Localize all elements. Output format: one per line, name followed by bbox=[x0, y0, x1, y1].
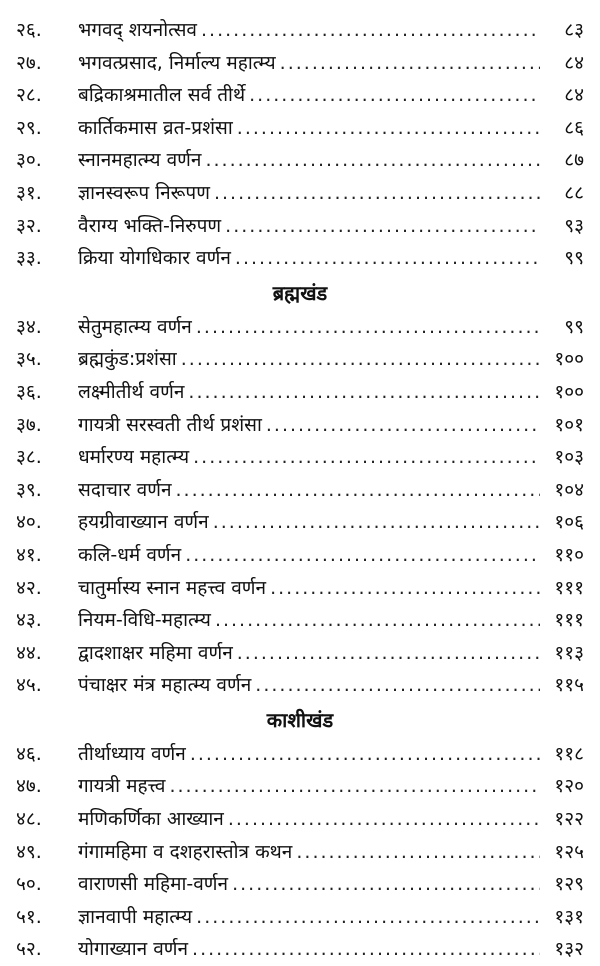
leader-dots bbox=[190, 738, 540, 771]
entry-page: १२९ bbox=[554, 873, 584, 896]
entry-page: ८३ bbox=[564, 19, 584, 41]
entry-page: १२० bbox=[554, 775, 584, 798]
entry-title: वाराणसी महिमा-वर्णन bbox=[78, 873, 229, 896]
entry-page: ८८ bbox=[564, 181, 584, 204]
entry-number: ३६. bbox=[16, 380, 42, 403]
entry-number: ३४. bbox=[16, 315, 42, 338]
leader-dots bbox=[213, 506, 540, 539]
entry-number: ३३. bbox=[16, 247, 42, 270]
leader-dots bbox=[235, 242, 540, 275]
leader-dots bbox=[225, 210, 540, 243]
entry-title: योगाख्यान वर्णन bbox=[78, 938, 189, 961]
entry-page: १११ bbox=[554, 609, 584, 632]
entry-title: मणिकर्णिका आख्यान bbox=[78, 808, 224, 831]
toc-entry bbox=[16, 868, 584, 901]
entry-number: ४१. bbox=[16, 543, 42, 566]
entry-title: सदाचार वर्णन bbox=[78, 478, 172, 501]
toc-entry bbox=[16, 409, 584, 442]
entry-page: ११५ bbox=[554, 674, 584, 697]
toc-entry bbox=[16, 637, 584, 670]
toc-entry bbox=[16, 506, 584, 539]
entry-number: ४९. bbox=[16, 840, 42, 863]
entry-title: सेतुमहात्म्य वर्णन bbox=[78, 315, 192, 338]
entry-page: ८७ bbox=[564, 149, 584, 172]
leader-dots bbox=[192, 933, 540, 966]
leader-dots bbox=[188, 376, 540, 409]
leader-dots bbox=[169, 770, 540, 803]
entry-page: ९९ bbox=[564, 315, 584, 338]
entry-title: धर्मारण्य महात्म्य bbox=[78, 446, 190, 469]
entry-number: ४०. bbox=[16, 511, 42, 534]
entry-title: स्नानमहात्म्य वर्णन bbox=[78, 149, 202, 172]
entry-page: ९३ bbox=[564, 214, 584, 237]
entry-title: वैराग्य भक्ति-निरुपण bbox=[78, 214, 222, 237]
leader-dots bbox=[196, 311, 540, 344]
entry-page: १११ bbox=[554, 576, 584, 599]
entry-page: १०३ bbox=[554, 446, 584, 469]
entry-number: ४६. bbox=[16, 742, 42, 765]
entry-title: तीर्थाध्याय वर्णन bbox=[78, 742, 186, 765]
entry-page: ८४ bbox=[564, 84, 584, 107]
entry-title: हयग्रीवाख्यान वर्णन bbox=[78, 511, 209, 534]
leader-dots bbox=[193, 441, 540, 474]
toc-entry bbox=[16, 803, 584, 836]
toc-entry bbox=[16, 901, 584, 934]
leader-dots bbox=[201, 14, 540, 47]
toc-entry bbox=[16, 572, 584, 605]
entry-title: क्रिया योगधिकार वर्णन bbox=[78, 247, 231, 270]
entry-page: १०० bbox=[554, 380, 584, 403]
entry-number: ५२. bbox=[16, 938, 42, 961]
leader-dots bbox=[205, 144, 540, 177]
leader-dots bbox=[270, 572, 540, 605]
toc-entry bbox=[16, 144, 584, 177]
entry-page: १०० bbox=[554, 348, 584, 371]
entry-title: भगवद् शयनोत्सव bbox=[78, 19, 197, 41]
leader-dots bbox=[215, 604, 540, 637]
toc-entry bbox=[16, 669, 584, 702]
toc-entry bbox=[16, 210, 584, 243]
entry-title: चातुर्मास्य स्नान महत्त्व वर्णन bbox=[78, 576, 267, 599]
entry-page: ८६ bbox=[564, 116, 584, 139]
entry-title: भगवत्प्रसाद, निर्माल्य महात्म्य bbox=[78, 51, 276, 74]
entry-page: १०६ bbox=[554, 511, 584, 534]
entry-number: ४५. bbox=[16, 674, 42, 697]
entry-title: नियम-विधि-महात्म्य bbox=[78, 609, 211, 632]
entry-page: १०४ bbox=[554, 478, 584, 501]
entry-title: कलि-धर्म वर्णन bbox=[78, 543, 182, 566]
toc-group bbox=[16, 14, 584, 275]
leader-dots bbox=[255, 669, 540, 702]
entry-title: पंचाक्षर मंत्र महात्म्य वर्णन bbox=[78, 674, 252, 697]
entry-number: ३०. bbox=[16, 149, 42, 172]
entry-page: १३१ bbox=[554, 905, 584, 928]
toc-entry bbox=[16, 47, 584, 80]
leader-dots bbox=[181, 343, 540, 376]
toc-entry bbox=[16, 836, 584, 869]
toc-entry bbox=[16, 14, 584, 47]
entry-number: ३८. bbox=[16, 446, 42, 469]
leader-dots bbox=[232, 868, 540, 901]
section-heading: काशीखंड bbox=[266, 707, 334, 732]
leader-dots bbox=[296, 836, 540, 869]
entry-title: ज्ञानवापी महात्म्य bbox=[78, 905, 193, 928]
entry-title: लक्ष्मीतीर्थ वर्णन bbox=[78, 380, 185, 403]
leader-dots bbox=[176, 474, 541, 507]
entry-number: ३९. bbox=[16, 478, 42, 501]
entry-number: २९. bbox=[16, 116, 42, 139]
entry-title: गायत्री सरस्वती तीर्थ प्रशंसा bbox=[78, 413, 262, 436]
entry-page: १०१ bbox=[554, 413, 584, 436]
entry-number: ४३. bbox=[16, 609, 42, 632]
toc-entry bbox=[16, 933, 584, 966]
entry-page: १२२ bbox=[554, 808, 584, 831]
toc-entry bbox=[16, 343, 584, 376]
toc-entry bbox=[16, 770, 584, 803]
entry-number: ३२. bbox=[16, 214, 42, 237]
entry-number: ४७. bbox=[16, 775, 42, 798]
toc-entry bbox=[16, 441, 584, 474]
toc-entry bbox=[16, 539, 584, 572]
toc-entry bbox=[16, 376, 584, 409]
entry-number: २६. bbox=[16, 19, 42, 41]
leader-dots bbox=[196, 901, 540, 934]
entry-title: ज्ञानस्वरूप निरूपण bbox=[78, 181, 210, 204]
toc-group bbox=[16, 275, 584, 702]
leader-dots bbox=[249, 79, 540, 112]
leader-dots bbox=[237, 112, 540, 145]
entry-page: १२५ bbox=[554, 840, 584, 863]
entry-page: ९९ bbox=[564, 247, 584, 270]
leader-dots bbox=[214, 177, 540, 210]
toc-entry bbox=[16, 242, 584, 275]
entry-title: कार्तिकमास व्रत-प्रशंसा bbox=[78, 116, 233, 139]
entry-number: २७. bbox=[16, 51, 42, 74]
toc-entry bbox=[16, 177, 584, 210]
leader-dots bbox=[185, 539, 540, 572]
entry-title: गायत्री महत्त्व bbox=[78, 775, 166, 798]
entry-title: बद्रिकाश्रमातील सर्व तीर्थे bbox=[78, 84, 246, 107]
entry-number: ५१. bbox=[16, 905, 42, 928]
entry-number: ३५. bbox=[16, 348, 42, 371]
entry-number: ५०. bbox=[16, 873, 42, 896]
entry-page: ८४ bbox=[564, 51, 584, 74]
entry-number: ४४. bbox=[16, 641, 42, 664]
leader-dots bbox=[228, 803, 540, 836]
entry-title: द्वादशाक्षर महिमा वर्णन bbox=[78, 641, 233, 664]
entry-number: ३१. bbox=[16, 181, 42, 204]
leader-dots bbox=[237, 637, 540, 670]
entry-number: ४२. bbox=[16, 576, 42, 599]
toc-entry bbox=[16, 112, 584, 145]
entry-page: ११३ bbox=[554, 641, 584, 664]
section-heading: ब्रह्मखंड bbox=[272, 280, 328, 305]
toc-entry bbox=[16, 311, 584, 344]
entry-page: १३२ bbox=[554, 938, 584, 961]
entry-title: गंगामहिमा व दशहरास्तोत्र कथन bbox=[78, 840, 293, 863]
entry-number: ३७. bbox=[16, 413, 42, 436]
toc-entry bbox=[16, 79, 584, 112]
toc-entry bbox=[16, 738, 584, 771]
entry-number: ४८. bbox=[16, 808, 42, 831]
entry-page: ११० bbox=[554, 543, 584, 566]
leader-dots bbox=[266, 409, 540, 442]
toc-entry bbox=[16, 474, 584, 507]
entry-page: ११८ bbox=[554, 742, 584, 765]
leader-dots bbox=[280, 47, 540, 80]
entry-number: २८. bbox=[16, 84, 42, 107]
entry-title: ब्रह्मकुंड:प्रशंसा bbox=[78, 348, 177, 371]
toc-entry bbox=[16, 604, 584, 637]
toc-group bbox=[16, 702, 584, 966]
